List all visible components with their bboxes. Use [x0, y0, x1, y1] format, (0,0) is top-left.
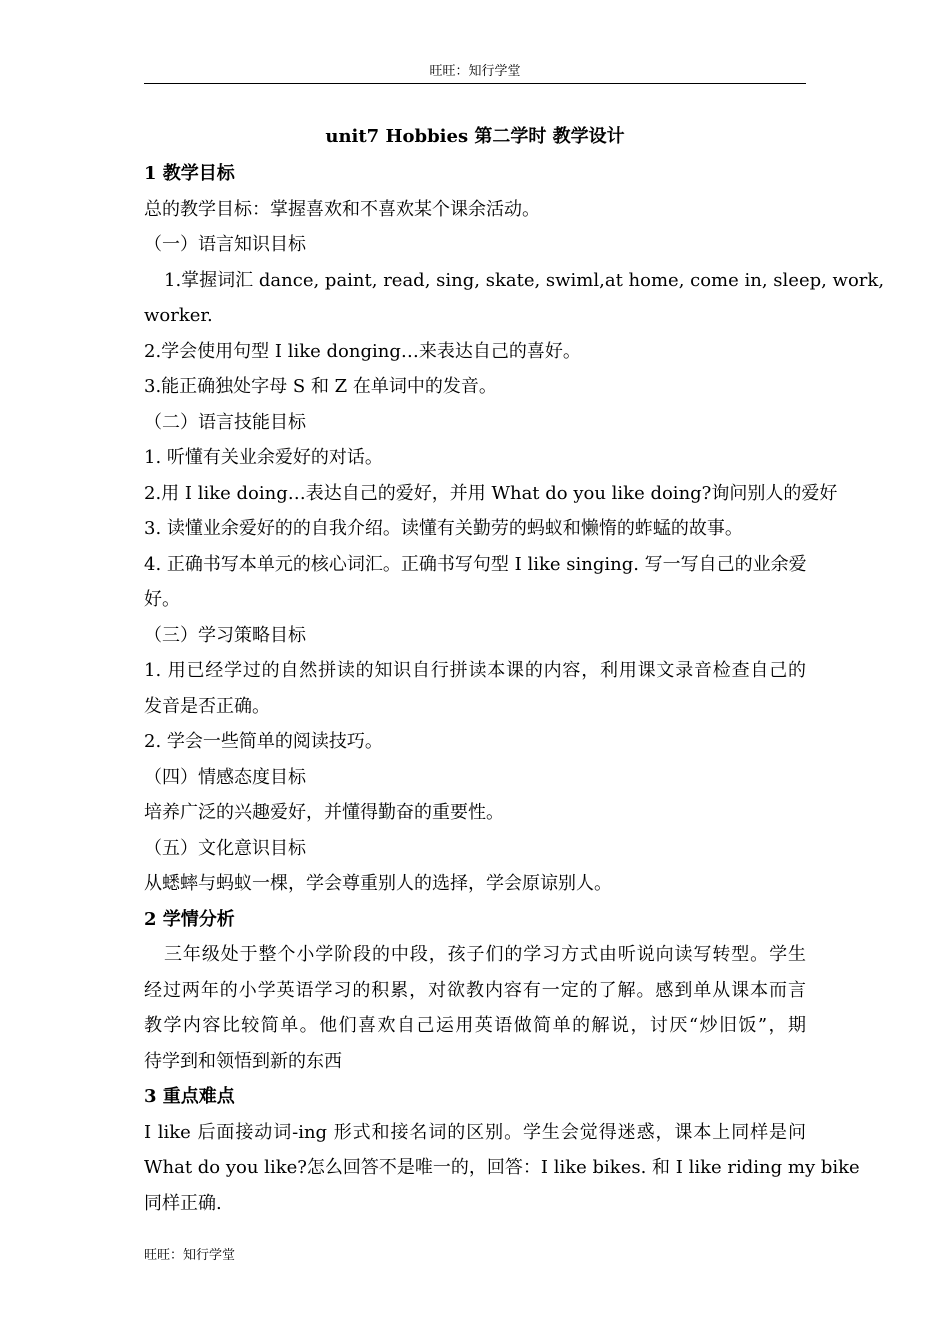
paragraph-line: 从蟋蟀与蚂蚁一棵，学会尊重别人的选择，学会原谅别人。: [144, 873, 612, 894]
subsection-heading: （三）学习策略目标: [144, 624, 306, 646]
paragraph-line: 3.能正确独处字母 S 和 Z 在单词中的发音。: [144, 376, 497, 397]
subsection-heading: （二）语言技能目标: [144, 411, 306, 433]
paragraph-line: 总的教学目标：掌握喜欢和不喜欢某个课余活动。: [144, 198, 540, 220]
paragraph-line: 4. 正确书写本单元的核心词汇。正确书写句型 I like singing. 写一写自己的业余爱: [144, 553, 807, 575]
paragraph-line: 1.掌握词汇 dance, paint, read, sing, skate, swiml,at home, come in, sleep, work,: [164, 269, 885, 291]
paragraph-line: 2. 学会一些简单的阅读技巧。: [144, 731, 383, 752]
paragraph-line: 2.用 I like doing…表达自己的爱好，并用 What do you like doing?询问别人的爱好: [144, 482, 838, 504]
document-body: [144, 156, 885, 1221]
paragraph-line: 3. 读懂业余爱好的的自我介绍。读懂有关勤劳的蚂蚁和懒惰的蚱蜢的故事。: [144, 518, 743, 539]
paragraph-line: 发音是否正确。: [144, 695, 270, 717]
section-heading-keypoints: 3 重点难点: [144, 1086, 235, 1107]
paragraph-line: 经过两年的小学英语学习的积累，对欲教内容有一定的了解。感到单从课本而言: [144, 979, 806, 1001]
paragraph-line: 2.学会使用句型 I like donging…来表达自己的喜好。: [144, 340, 581, 362]
paragraph-line: 好。: [144, 589, 180, 610]
page-header: 旺旺：知行学堂: [429, 64, 521, 79]
paragraph-line: 培养广泛的兴趣爱好，并懂得勤奋的重要性。: [144, 802, 504, 823]
paragraph-line: 同样正确.: [144, 1192, 222, 1214]
paragraph-line: What do you like?怎么回答不是唯一的，回答：I like bikes. 和 I like riding my bike: [144, 1157, 860, 1178]
subsection-heading: （五）文化意识目标: [144, 837, 306, 859]
section-heading-objectives: 1 教学目标: [144, 163, 235, 184]
section-heading-analysis: 2 学情分析: [144, 908, 235, 930]
paragraph-line: I like 后面接动词-ing 形式和接名词的区别。学生会觉得迷惑，课本上同样是问: [144, 1121, 806, 1143]
header-divider: [144, 83, 806, 84]
paragraph-line: 1. 用已经学过的自然拼读的知识自行拼读本课的内容，利用课文录音检查自己的: [144, 660, 806, 681]
paragraph-line: worker.: [144, 305, 213, 326]
paragraph-line: 1. 听懂有关业余爱好的对话。: [144, 447, 383, 468]
page-footer: 旺旺：知行学堂: [144, 1248, 236, 1263]
paragraph-line: 教学内容比较简单。他们喜欢自己运用英语做简单的解说，讨厌“炒旧饭”，期: [144, 1015, 806, 1036]
subsection-heading: （四）情感态度目标: [144, 766, 306, 788]
subsection-heading: （一）语言知识目标: [144, 234, 306, 255]
paragraph-line: 待学到和领悟到新的东西: [144, 1050, 342, 1072]
document-title: unit7 Hobbies 第二学时 教学设计: [325, 126, 625, 147]
paragraph-line: 三年级处于整个小学阶段的中段，孩子们的学习方式由听说向读写转型。学生: [164, 944, 806, 965]
